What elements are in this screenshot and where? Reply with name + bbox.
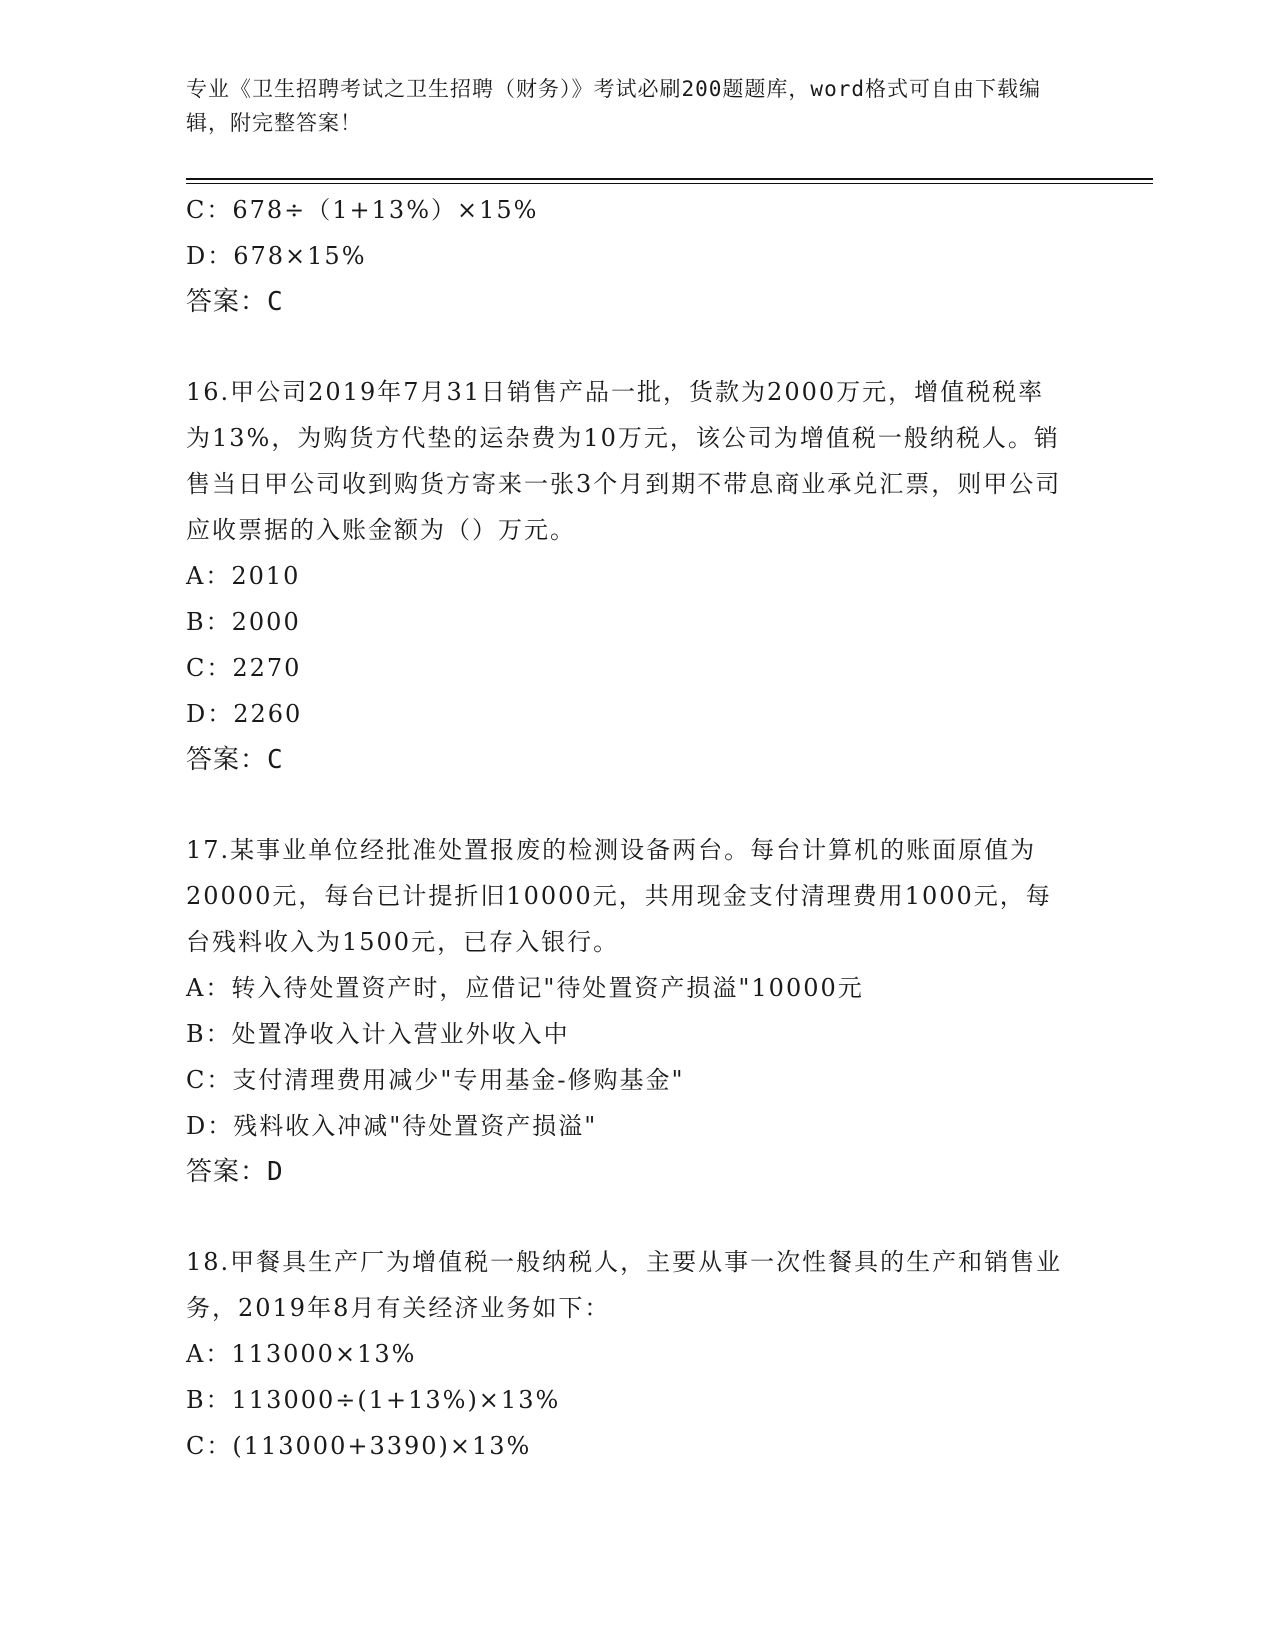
header-rule-thin: [186, 183, 1153, 184]
option-c: C：支付清理费用减少"专用基金-修购基金": [186, 1066, 685, 1094]
option-c: C：678÷（1+13%）×15%: [186, 196, 539, 224]
document-header: [186, 72, 1066, 140]
spacer: [186, 783, 1066, 827]
option-b: B：2000: [186, 608, 301, 636]
answer-line: 答案：D: [186, 1157, 284, 1187]
question-stem: 17.某事业单位经批准处置报废的检测设备两台。每台计算机的账面原值为20000元，每台已计提折旧10000元，共用现金支付清理费用1000元，每台残料收入为1500元，已存入银行。: [186, 836, 1052, 956]
document-body: [186, 187, 1066, 1469]
option-d: D：2260: [186, 700, 303, 728]
option-d: D：678×15%: [186, 242, 367, 270]
answer-line: 答案：C: [186, 287, 284, 317]
question-stem: 18.甲餐具生产厂为增值税一般纳税人，主要从事一次性餐具的生产和销售业务，2019年8月有关经济业务如下：: [186, 1248, 1063, 1322]
question-15-continued: [186, 187, 1066, 325]
option-c: C：2270: [186, 654, 302, 682]
option-d: D：残料收入冲减"待处置资产损溢": [186, 1112, 598, 1140]
spacer: [186, 325, 1066, 369]
question-16: [186, 369, 1066, 783]
question-18: [186, 1239, 1066, 1469]
option-a: A：转入待处置资产时，应借记"待处置资产损溢"10000元: [186, 974, 864, 1002]
document-title: 专业《卫生招聘考试之卫生招聘（财务）》考试必刷200题题库，word格式可自由下载编辑，附完整答案！: [186, 77, 1041, 135]
answer-line: 答案：C: [186, 745, 284, 775]
question-17: [186, 827, 1066, 1195]
option-b: B：处置净收入计入营业外收入中: [186, 1020, 570, 1048]
spacer: [186, 1195, 1066, 1239]
option-a: A：113000×13%: [186, 1340, 417, 1368]
option-b: B：113000÷(1+13%)×13%: [186, 1386, 561, 1414]
option-a: A：2010: [186, 562, 301, 590]
question-stem: 16.甲公司2019年7月31日销售产品一批，货款为2000万元，增值税税率为13%，为购货方代垫的运杂费为10万元，该公司为增值税一般纳税人。销售当日甲公司收到购货方寄来一张3个月到期不带息商业承兑汇票，则甲公司应收票据的入账金额为（）万元。: [186, 378, 1062, 544]
header-rule-thick: [186, 178, 1153, 180]
option-c: C：(113000+3390)×13%: [186, 1432, 532, 1460]
